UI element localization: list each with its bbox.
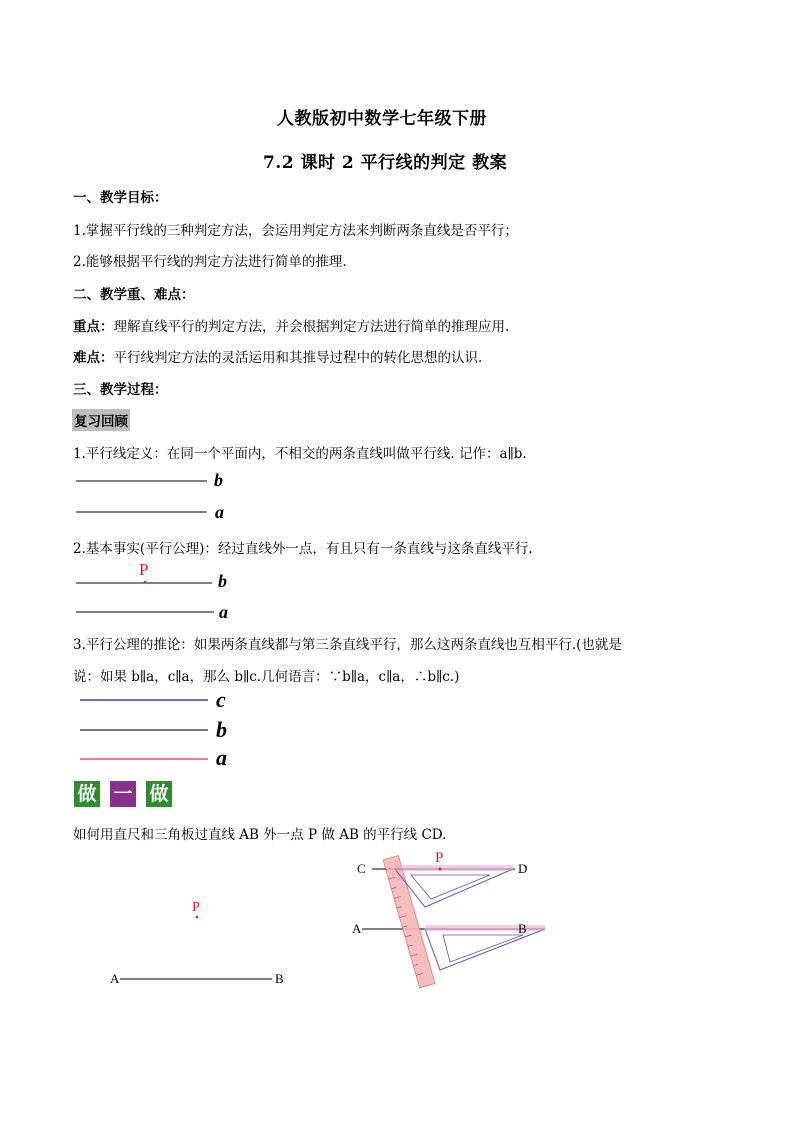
goal-1: 1.掌握平行线的三种判定方法，会运用判定方法来判断两条直线是否平行； [73,223,518,239]
set-square-upper [395,865,513,907]
figure-ab-with-point [100,965,300,995]
fig3-label-c: c [216,687,226,712]
definition-3-line1: 3.平行公理的推论：如果两条直线都与第三条直线平行，那么这两条直线也互相平行.(也就是 [73,637,622,653]
fig1-label-b: b [214,470,223,490]
figure-parallel-ab [70,468,270,518]
ruler [383,856,435,988]
fig4-label-b: B [275,971,284,986]
page-subtitle: 7.2 课时 2 平行线的判定 教案 [263,153,508,173]
definition-1: 1.平行线定义：在同一个平面内，不相交的两条直线叫做平行线. 记作：a∥b. [73,446,527,462]
page-title: 人教版初中数学七年级下册 [277,109,487,129]
review-tag: 复习回顾 [72,409,130,431]
fig5-label-a: A [352,921,362,936]
fig2-label-a: a [219,602,228,622]
activity-char-1: 做 [74,781,100,807]
key-point-label: 重点： [73,319,114,335]
section-keypoints-heading: 二、教学重、难点： [73,287,195,303]
point-p-dot [144,581,147,584]
section-goals-heading: 一、教学目标： [73,190,168,206]
figure-ruler-triangle-construction [345,852,565,992]
fig4-label-a: A [110,971,120,986]
fig5-label-p: P [435,850,444,866]
fig2-label-b: b [218,571,227,591]
activity-char-2: 一 [110,781,136,807]
hard-point [73,346,482,366]
figure-transitive-parallel [75,690,225,770]
point-p-dot [439,868,442,871]
hard-point-text: 平行线判定方法的灵活运用和其推导过程中的转化思想的认识. [113,350,483,366]
goal-2: 2.能够根据平行线的判定方法进行简单的推理. [73,254,347,270]
section-process-heading: 三、教学过程： [73,382,168,398]
key-point-text: 理解直线平行的判定方法，并会根据判定方法进行简单的推理应用. [113,319,510,335]
figure-parallel-postulate [70,570,270,620]
fig5-label-b: B [518,921,527,936]
fig5-label-c: C [357,861,366,876]
fig3-label-a: a [216,745,227,770]
activity-question: 如何用直尺和三角板过直线 AB 外一点 P 做 AB 的平行线 CD. [73,827,447,843]
fig1-label-a: a [215,502,224,522]
fig2-label-p: P [139,560,149,579]
fig5-label-d: D [518,861,528,876]
hard-point-label: 难点： [73,350,114,366]
fig4-label-p: P [192,900,200,915]
fig3-label-b: b [216,717,227,742]
activity-char-3: 做 [146,781,172,807]
key-point [73,315,509,335]
definition-3-line2: 说：如果 b∥a，c∥a，那么 b∥c.几何语言：∵b∥a，c∥a，∴b∥c.) [73,669,460,685]
definition-2: 2.基本事实(平行公理)：经过直线外一点，有且只有一条直线与这条直线平行. [73,541,533,557]
set-square-lower [425,925,545,970]
